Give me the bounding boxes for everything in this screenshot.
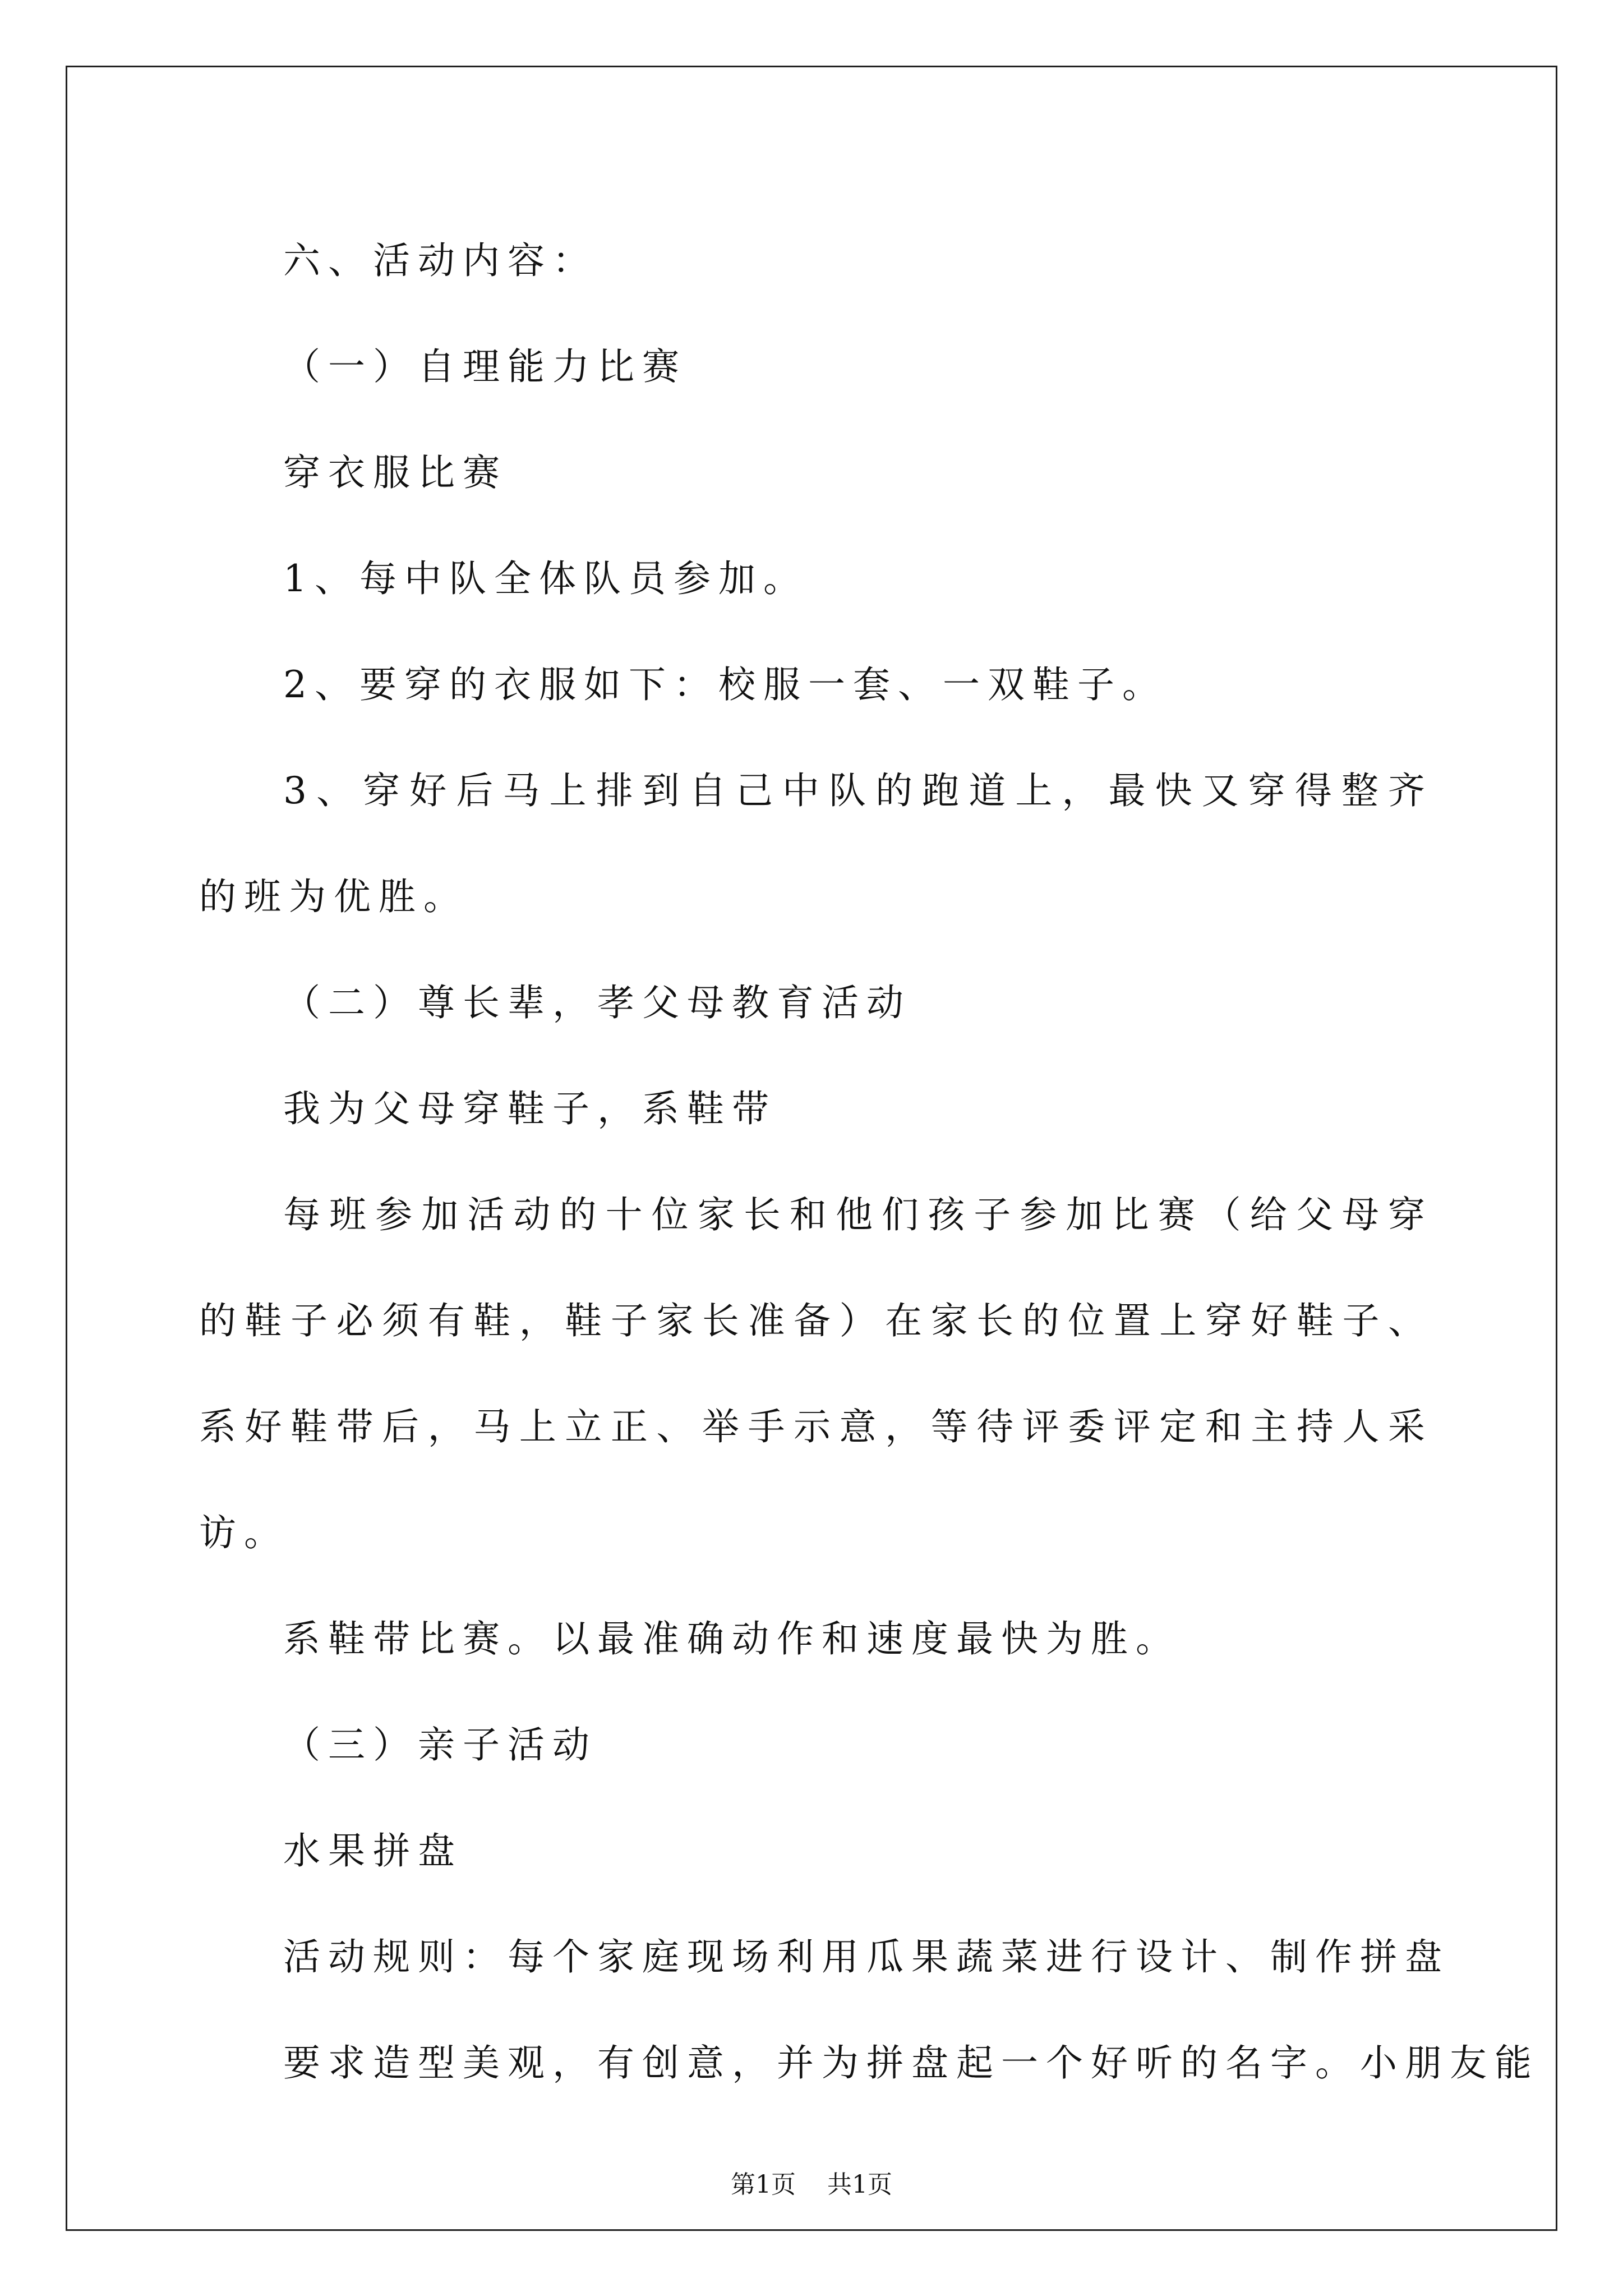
- paragraph: 我为父母穿鞋子，系鞋带: [283, 1087, 777, 1130]
- paragraph: 系鞋带比赛。以最准确动作和速度最快为胜。: [283, 1617, 1181, 1660]
- paragraph: 水果拼盘: [283, 1829, 463, 1872]
- subsection-heading-self-care: （一）自理能力比赛: [283, 345, 687, 388]
- paragraph: 活动规则：每个家庭现场利用瓜果蔬菜进行设计、制作拼盘: [283, 1935, 1450, 1978]
- section-heading-activity-content: 六、活动内容：: [283, 239, 597, 282]
- subsection-heading-parent-child: （三）亲子活动: [283, 1723, 597, 1766]
- paragraph: 穿衣服比赛: [283, 451, 508, 494]
- list-item: 2、要穿的衣服如下：校服一套、一双鞋子。: [283, 663, 1167, 706]
- subsection-heading-respect-elders: （二）尊长辈，孝父母教育活动: [283, 981, 911, 1024]
- page-footer: 第1页 共1页: [731, 2170, 892, 2199]
- list-item: 1、每中队全体队员参加。: [283, 557, 808, 600]
- document-body: [199, 208, 1539, 2116]
- list-item: 3、穿好后马上排到自己中队的跑道上，最快又穿得整齐的班为优胜。: [199, 769, 1433, 918]
- paragraph: 每班参加活动的十位家长和他们孩子参加比赛（给父母穿的鞋子必须有鞋，鞋子家长准备）在家长的位置上穿好鞋子、系好鞋带后，马上立正、举手示意，等待评委评定和主持人采访。: [199, 1193, 1433, 1554]
- paragraph: 要求造型美观，有创意，并为拼盘起一个好听的名字。小朋友能: [283, 2041, 1539, 2085]
